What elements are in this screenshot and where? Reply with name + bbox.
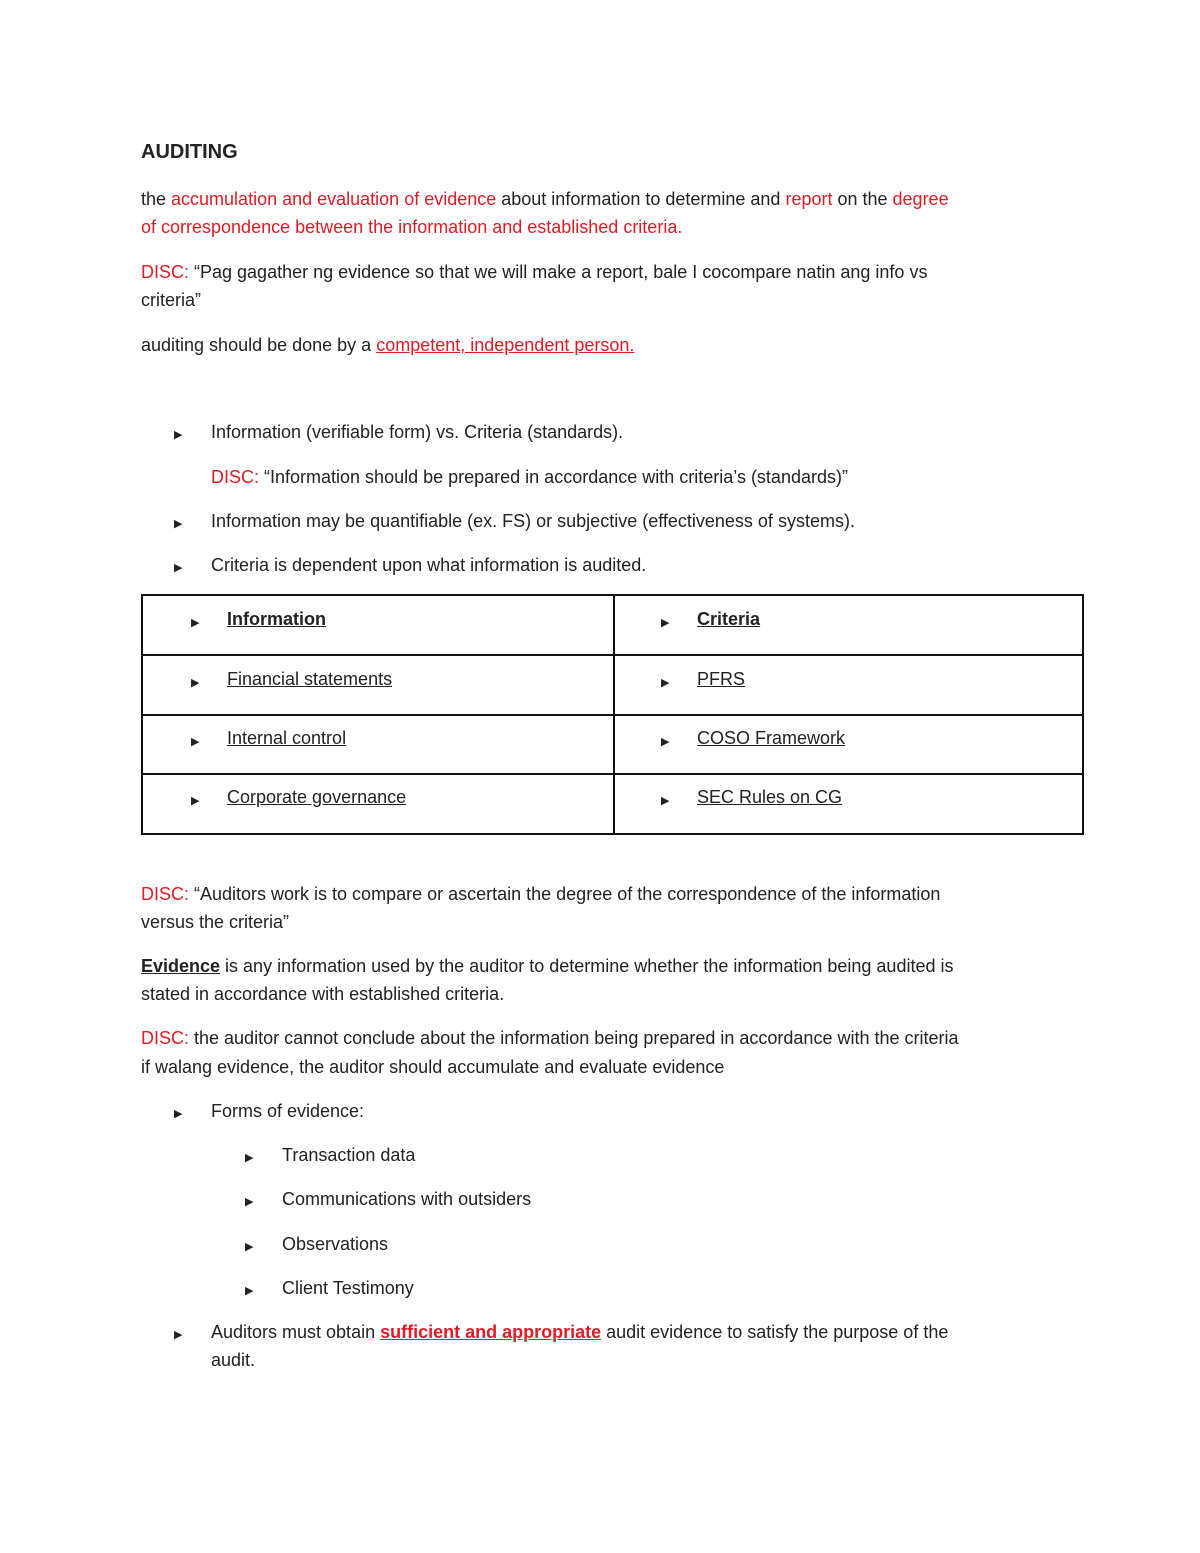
disc-label: DISC: bbox=[141, 884, 190, 904]
bullet-icon: ▶ bbox=[174, 1329, 183, 1341]
bullet-icon: ▶ bbox=[174, 518, 183, 530]
table-header-information: Information bbox=[227, 609, 326, 629]
bullet-icon: ▶ bbox=[245, 1241, 254, 1253]
table-cell: SEC Rules on CG bbox=[697, 787, 843, 807]
disc-label: DISC: bbox=[211, 467, 260, 487]
auditor-requirement: auditing should be done by a competent, independent person. bbox=[141, 335, 635, 355]
highlight-accumulation: accumulation and evaluation of evidence bbox=[171, 189, 497, 209]
disc-note-4-cont: if walang evidence, the auditor should accumulate and evaluate evidence bbox=[141, 1057, 725, 1077]
evidence-term: Evidence bbox=[141, 956, 221, 976]
evidence-form-item: Client Testimony bbox=[282, 1278, 414, 1298]
evidence-form-item: Transaction data bbox=[282, 1145, 416, 1165]
table-cell: COSO Framework bbox=[697, 728, 846, 748]
forms-of-evidence-label: Forms of evidence: bbox=[211, 1101, 365, 1121]
disc-label: DISC: bbox=[141, 262, 190, 282]
information-criteria-table bbox=[141, 594, 1084, 835]
evidence-definition: Evidence is any information used by the auditor to determine whether the information being audited is bbox=[141, 956, 954, 976]
table-cell: Internal control bbox=[227, 728, 347, 748]
bullet-icon: ▶ bbox=[245, 1152, 254, 1164]
final-bullet: Auditors must obtain sufficient and appropriate audit evidence to satisfy the purpose of the bbox=[211, 1322, 949, 1342]
evidence-form-item: Communications with outsiders bbox=[282, 1189, 532, 1209]
bullet-icon: ▶ bbox=[191, 617, 200, 629]
bullet-icon: ▶ bbox=[191, 677, 200, 689]
table-column-divider bbox=[613, 596, 615, 833]
bullet-item: Information may be quantifiable (ex. FS) or subjective (effectiveness of systems). bbox=[211, 511, 855, 531]
definition-line-2: of correspondence between the information and established criteria. bbox=[141, 217, 683, 237]
bullet-icon: ▶ bbox=[661, 736, 670, 748]
disc-note-3-cont: versus the criteria” bbox=[141, 912, 290, 932]
bullet-icon: ▶ bbox=[661, 677, 670, 689]
bullet-item: Criteria is dependent upon what information is audited. bbox=[211, 555, 647, 575]
disc-note-2: DISC: “Information should be prepared in accordance with criteria’s (standards)” bbox=[211, 467, 848, 487]
table-header-criteria: Criteria bbox=[697, 609, 761, 629]
disc-note-4: DISC: the auditor cannot conclude about the information being prepared in accordance with the criteria bbox=[141, 1028, 959, 1048]
final-bullet-cont: audit. bbox=[211, 1350, 256, 1370]
disc-label: DISC: bbox=[141, 1028, 190, 1048]
table-cell: Corporate governance bbox=[227, 787, 407, 807]
disc-note-1-cont: criteria” bbox=[141, 290, 202, 310]
definition-line-1: the accumulation and evaluation of evidence about information to determine and report on the degree bbox=[141, 189, 949, 209]
evidence-form-item: Observations bbox=[282, 1234, 389, 1254]
bullet-icon: ▶ bbox=[174, 562, 183, 574]
bullet-icon: ▶ bbox=[174, 1108, 183, 1120]
highlight-sufficient-appropriate: sufficient and appropriate bbox=[380, 1322, 602, 1342]
table-cell: Financial statements bbox=[227, 669, 393, 689]
highlight-report: report bbox=[785, 189, 833, 209]
highlight-degree: degree bbox=[892, 189, 949, 209]
bullet-icon: ▶ bbox=[174, 429, 183, 441]
bullet-icon: ▶ bbox=[661, 795, 670, 807]
evidence-definition-cont: stated in accordance with established criteria. bbox=[141, 984, 505, 1004]
bullet-icon: ▶ bbox=[661, 617, 670, 629]
table-cell: PFRS bbox=[697, 669, 746, 689]
bullet-item: Information (verifiable form) vs. Criteria (standards). bbox=[211, 422, 624, 442]
bullet-icon: ▶ bbox=[191, 795, 200, 807]
page-title: AUDITING bbox=[141, 141, 238, 163]
disc-note-3: DISC: “Auditors work is to compare or ascertain the degree of the correspondence of the information bbox=[141, 884, 941, 904]
bullet-icon: ▶ bbox=[191, 736, 200, 748]
highlight-competent: competent, independent person. bbox=[376, 335, 635, 355]
disc-note-1: DISC: “Pag gagather ng evidence so that we will make a report, bale I cocompare natin ang info vs bbox=[141, 262, 928, 282]
bullet-icon: ▶ bbox=[245, 1285, 254, 1297]
bullet-icon: ▶ bbox=[245, 1196, 254, 1208]
